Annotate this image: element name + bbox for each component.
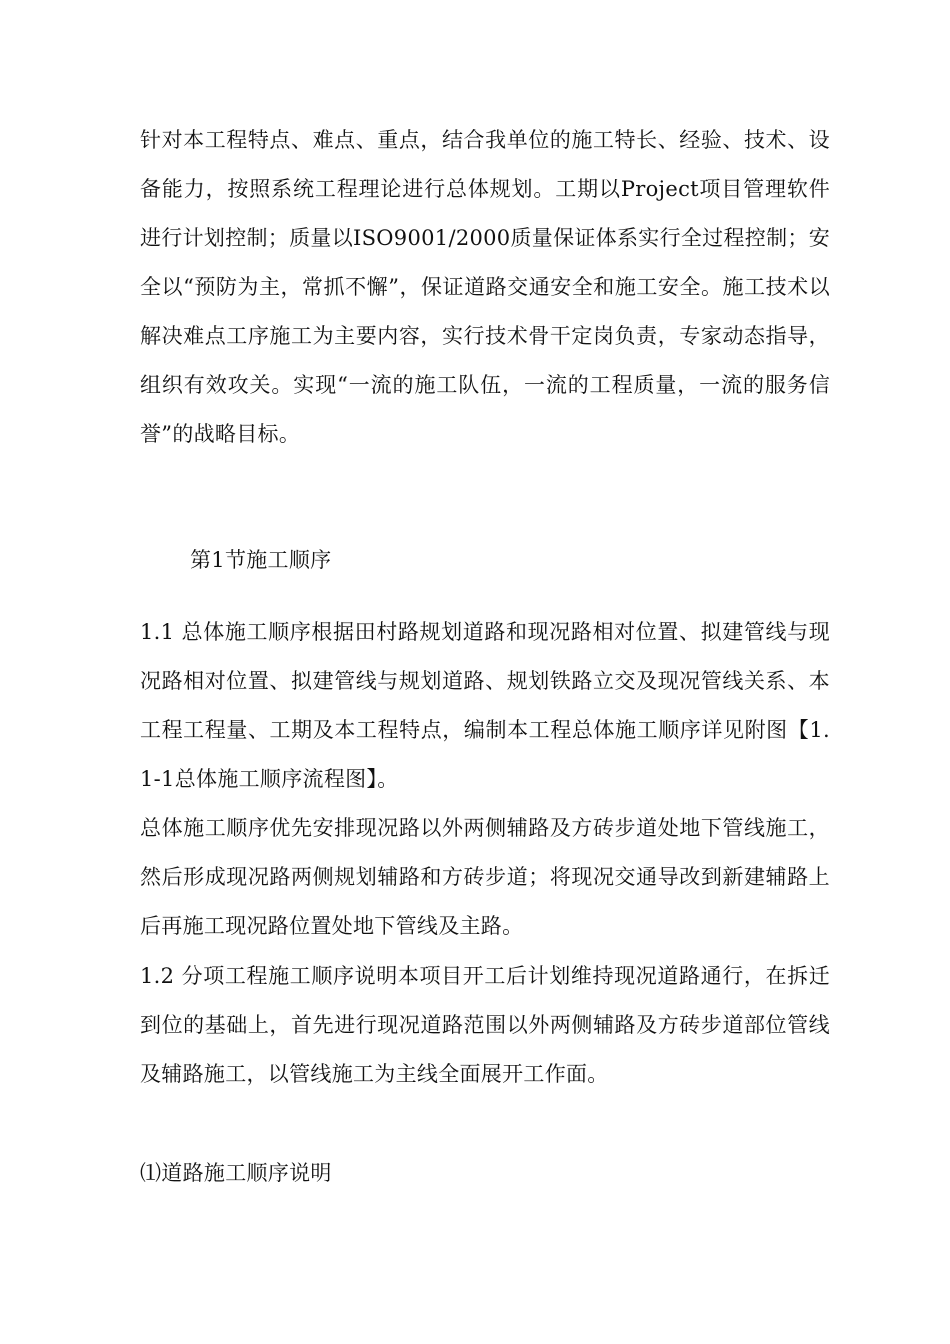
paragraph-1-2: 1.2 分项工程施工顺序说明本项目开工后计划维持现况道路通行，在拆迁到位的基础上，首先进行现况道路范围以外两侧辅路及方砖步道部位管线及辅路施工，以管线施工为主线全面展开工作面。: [140, 964, 830, 1086]
intro-paragraph: 针对本工程特点、难点、重点，结合我单位的施工特长、经验、技术、设备能力，按照系统工程理论进行总体规划。工期以Project项目管理软件进行计划控制；质量以ISO9001/2000质量保证体系实行全过程控制；安全以“预防为主，常抓不懈”，保证道路交通安全和施工安全。施工技术以解决难点工序施工为主要内容，实行技术骨干定岗负责，专家动态指导，组织有效攻关。实现“一流的施工队伍，一流的工程质量，一流的服务信誉”的战略目标。: [140, 128, 830, 446]
section-heading: 第1节施工顺序: [190, 548, 332, 572]
subheading-road-sequence: ⑴道路施工顺序说明: [140, 1161, 332, 1185]
paragraph-1-1-continued: 总体施工顺序优先安排现况路以外两侧辅路及方砖步道处地下管线施工，然后形成现况路两侧规划辅路和方砖步道；将现况交通导改到新建辅路上后再施工现况路位置处地下管线及主路。: [140, 816, 830, 938]
paragraph-1-1: 1.1 总体施工顺序根据田村路规划道路和现况路相对位置、拟建管线与现况路相对位置、拟建管线与规划道路、规划铁路立交及现况管线关系、本工程工程量、工期及本工程特点，编制本工程总体施工顺序详见附图【1.1-1总体施工顺序流程图】。: [140, 620, 830, 791]
